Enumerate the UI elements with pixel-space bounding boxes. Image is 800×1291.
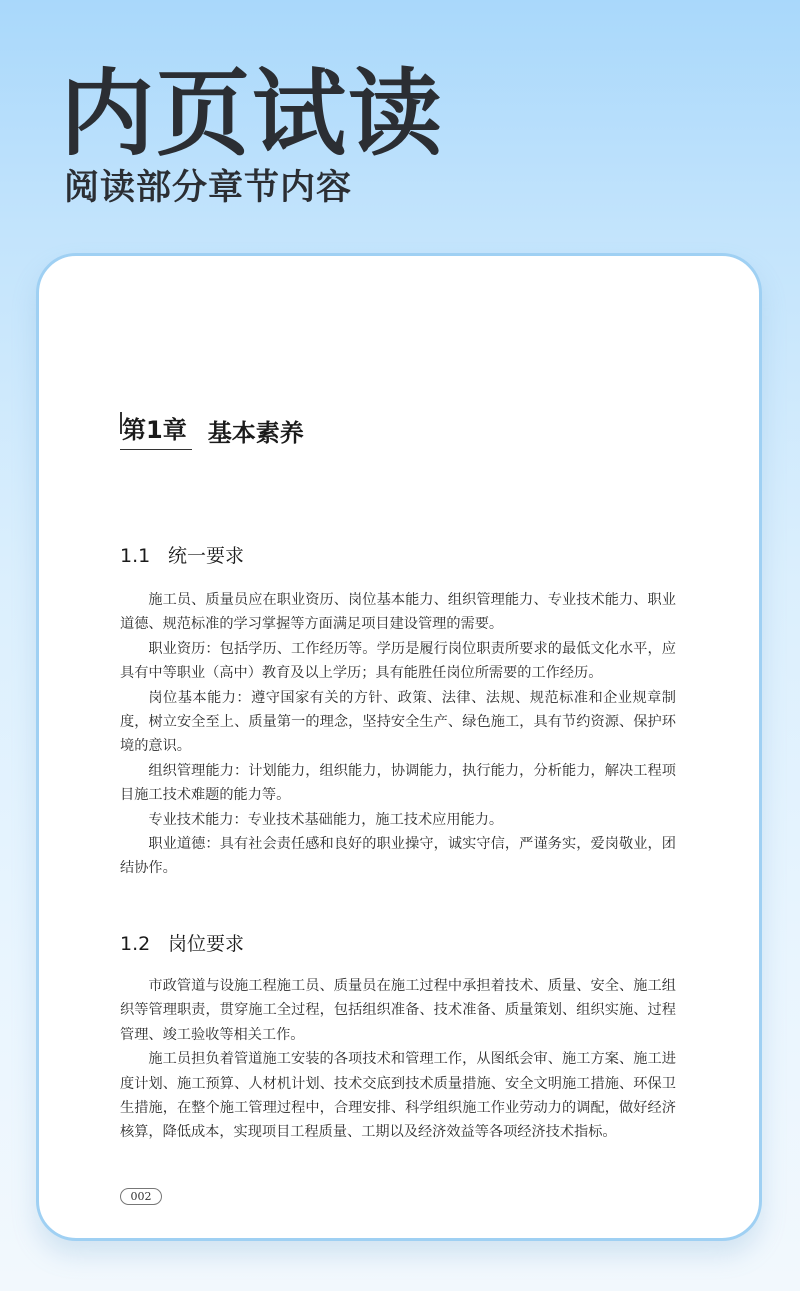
section-title: 岗位要求: [168, 933, 245, 955]
section-title: 统一要求: [168, 545, 245, 567]
section-number: 1.1: [120, 545, 151, 567]
chapter-title: 基本素养: [207, 418, 304, 447]
paragraph: 职业道德：具有社会责任感和良好的职业操守，诚实守信，严谨务实，爱岗敬业，团结协作。: [120, 836, 676, 877]
paragraph: 职业资历：包括学历、工作经历等。学历是履行岗位职责所要求的最低文化水平，应具有中等职业（高中）教育及以上学历；具有能胜任岗位所需要的工作经历。: [120, 640, 676, 682]
chapter-number: 第1章: [120, 410, 192, 450]
paragraph: 施工员、质量员应在职业资历、岗位基本能力、组织管理能力、专业技术能力、职业道德、规范标准的学习掌握等方面满足项目建设管理的需要。: [120, 592, 676, 633]
section-heading-1-1: [120, 543, 244, 569]
page-subtitle: 阅读部分章节内容: [64, 168, 353, 208]
section-body-1-2: [120, 974, 676, 1145]
paragraph: 专业技术能力：专业技术基础能力，施工技术应用能力。: [148, 811, 504, 828]
section-heading-1-2: [120, 931, 244, 957]
section-body-1-1: [120, 588, 676, 881]
page-title: 内页试读: [60, 60, 445, 169]
chapter-heading: [120, 410, 304, 450]
paragraph: 施工员担负着管道施工安装的各项技术和管理工作，从图纸会审、施工方案、施工进度计划、施工预算、人材机计划、技术交底到技术质量措施、安全文明施工措施、环保卫生措施，在整个施工管理过程中，合理安排、科学组织施工作业劳动力的调配，做好经济核算，降低成本，实现项目工程质量、工期以及经济效益等各项经济技术指标。: [120, 1051, 676, 1141]
paragraph: 组织管理能力：计划能力，组织能力，协调能力，执行能力，分析能力，解决工程项目施工技术难题的能力等。: [120, 762, 676, 804]
section-number: 1.2: [120, 933, 151, 955]
page-number-badge: 002: [120, 1188, 162, 1205]
paragraph: 市政管道与设施工程施工员、质量员在施工过程中承担着技术、质量、安全、施工组织等管理职责，贯穿施工全过程，包括组织准备、技术准备、质量策划、组织实施、过程管理、竣工验收等相关工作。: [120, 978, 676, 1043]
paragraph: 岗位基本能力：遵守国家有关的方针、政策、法律、法规、规范标准和企业规章制度，树立安全至上、质量第一的理念，坚持安全生产、绿色施工，具有节约资源、保护环境的意识。: [120, 689, 676, 755]
